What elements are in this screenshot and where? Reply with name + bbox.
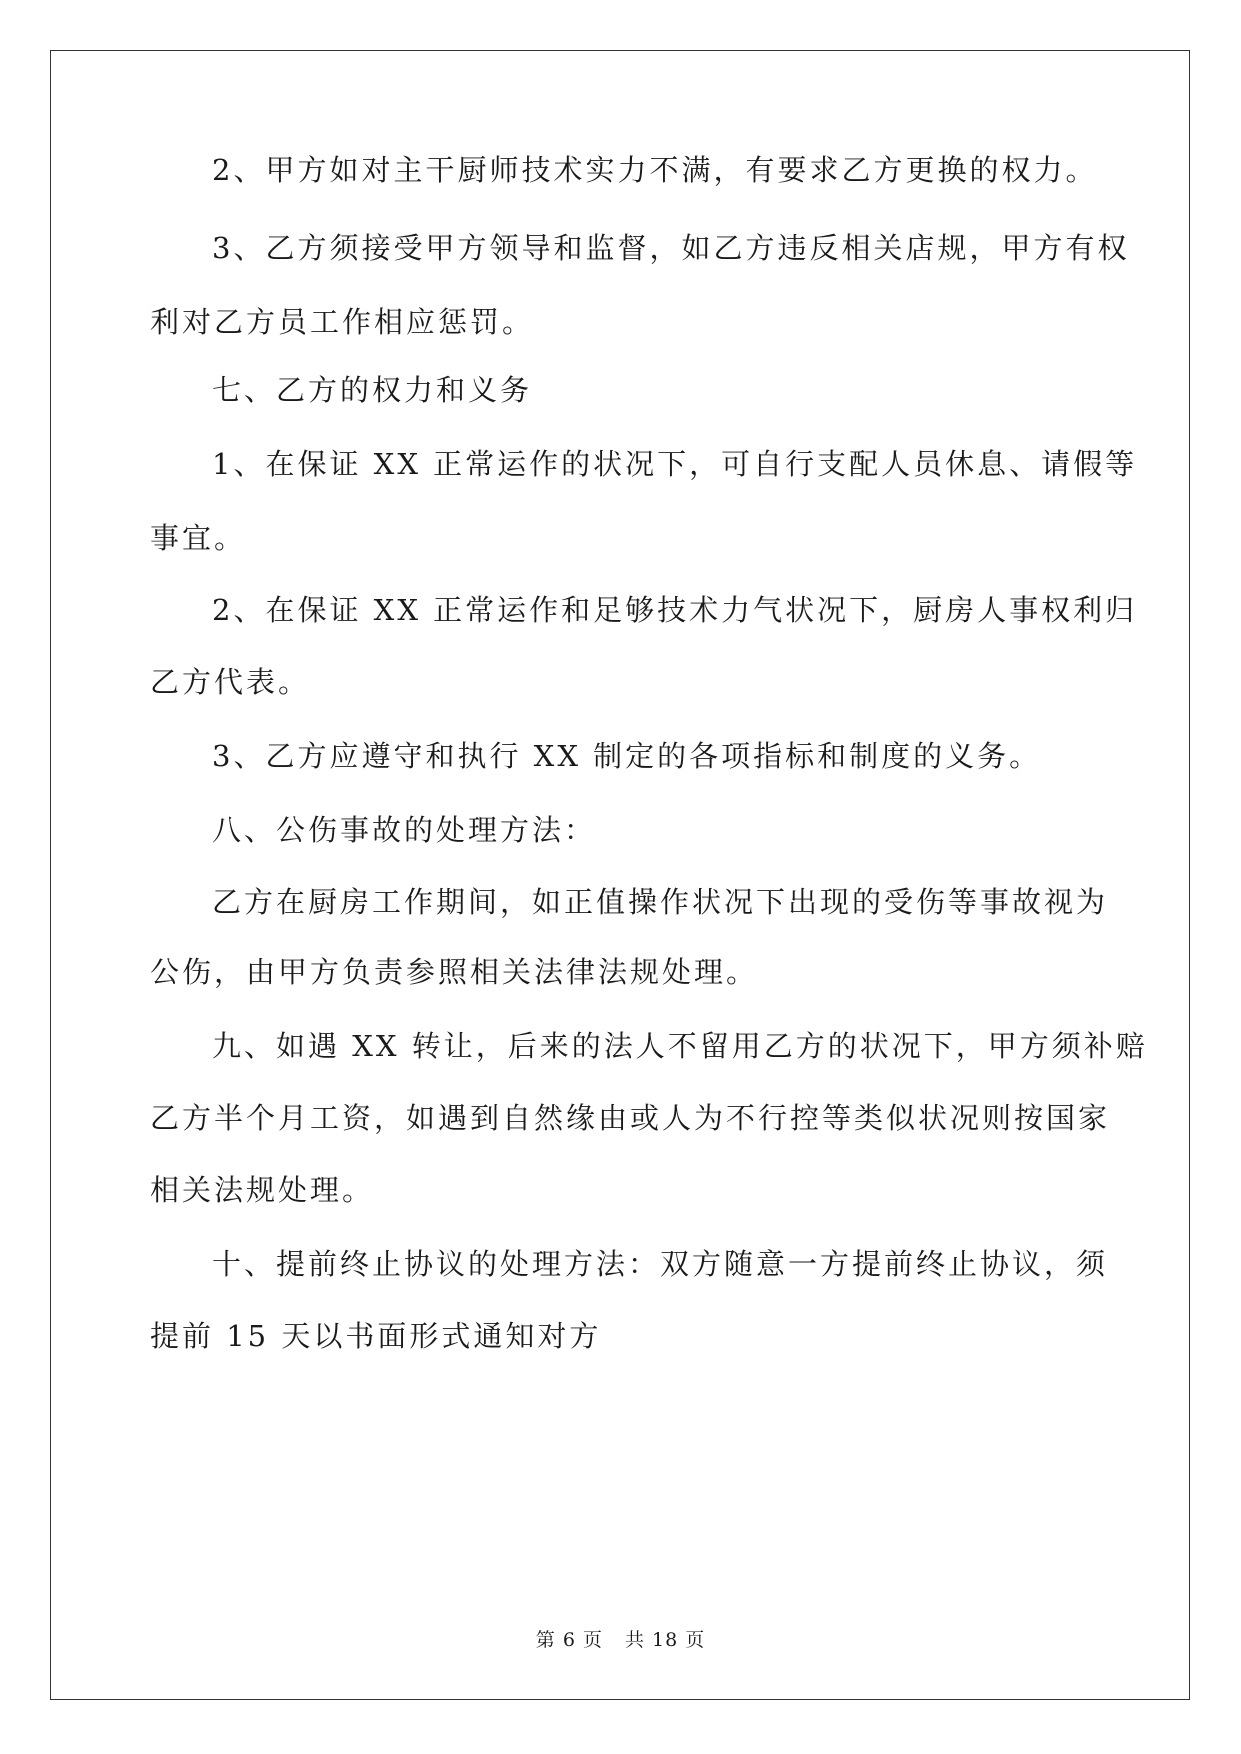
paragraph-line: 公伤，由甲方负责参照相关法律法规处理。 <box>150 955 759 989</box>
paragraph-line: 十、提前终止协议的处理方法：双方随意一方提前终止协议，须 <box>212 1247 1109 1281</box>
paragraph-line: 利对乙方员工作相应惩罚。 <box>150 305 535 339</box>
paragraph-line: 九、如遇 XX 转让，后来的法人不留用乙方的状况下，甲方须补赔 <box>212 1029 1148 1063</box>
paragraph-line: 事宜。 <box>150 521 247 555</box>
page-border <box>50 50 1190 1700</box>
section-heading: 八、公伤事故的处理方法： <box>212 813 597 847</box>
paragraph-line: 乙方在厨房工作期间，如正值操作状况下出现的受伤等事故视为 <box>212 885 1109 919</box>
paragraph-line: 2、甲方如对主干厨师技术实力不满，有要求乙方更换的权力。 <box>212 153 1098 187</box>
paragraph-line: 3、乙方应遵守和执行 XX 制定的各项指标和制度的义务。 <box>212 739 1042 773</box>
paragraph-line: 相关法规处理。 <box>150 1173 375 1207</box>
paragraph-line: 乙方半个月工资，如遇到自然缘由或人为不行控等类似状况则按国家 <box>150 1101 1111 1135</box>
paragraph-line: 2、在保证 XX 正常运作和足够技术力气状况下，厨房人事权利归 <box>212 593 1138 627</box>
paragraph-line: 乙方代表。 <box>150 665 311 699</box>
page-number-current: 第 6 页 <box>535 1629 603 1651</box>
page-number-total: 共 18 页 <box>624 1629 706 1651</box>
paragraph-line: 3、乙方须接受甲方领导和监督，如乙方违反相关店规，甲方有权 <box>212 231 1130 265</box>
section-heading: 七、乙方的权力和义务 <box>212 373 533 407</box>
paragraph-line: 1、在保证 XX 正常运作的状况下，可自行支配人员休息、请假等 <box>212 447 1138 481</box>
page-footer <box>0 1625 1241 1652</box>
paragraph-line: 提前 15 天以书面形式通知对方 <box>150 1319 602 1353</box>
